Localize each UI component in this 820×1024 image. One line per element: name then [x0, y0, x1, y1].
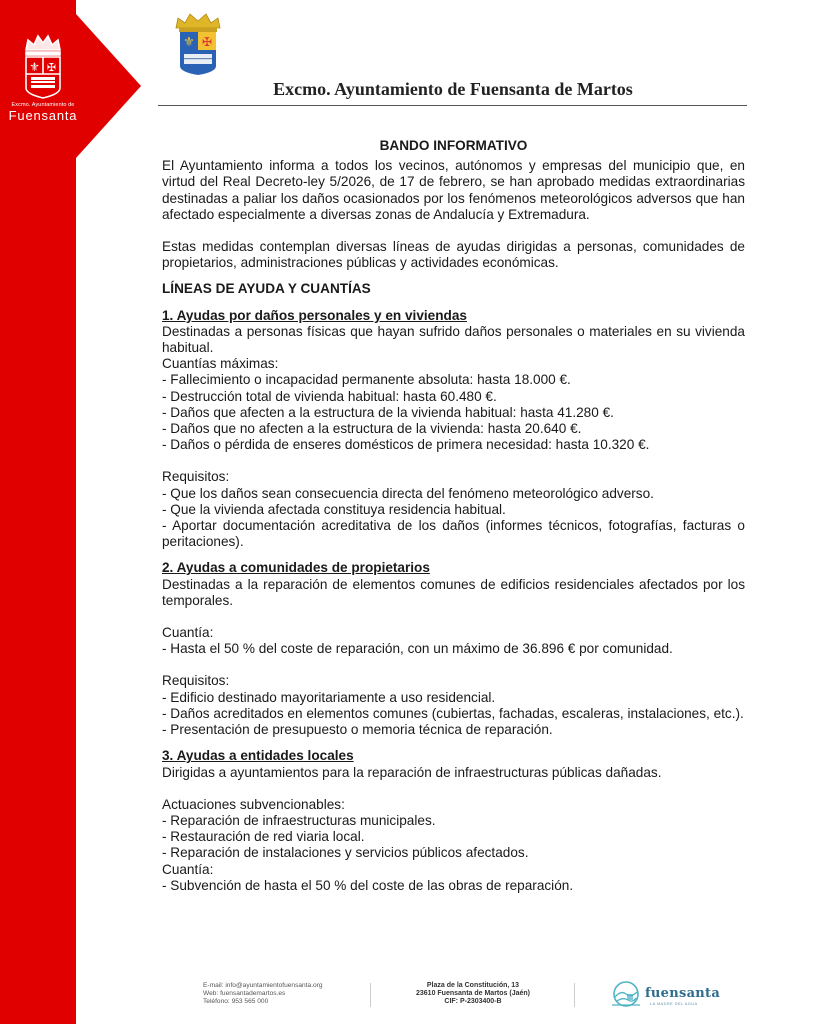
brand-logo — [610, 980, 721, 1015]
footer-email[interactable]: E-mail: info@ayuntamientofuensanta.org — [203, 982, 323, 989]
list-item: - Aportar documentación acreditativa de los daños (informes técnicos, fotografías, facturas o peritaciones). — [162, 518, 745, 550]
header-title: Excmo. Ayuntamiento de Fuensanta de Martos — [273, 79, 633, 99]
section-title: 2. Ayudas a comunidades de propietarios — [162, 560, 430, 576]
section-title: 3. Ayudas a entidades locales — [162, 748, 354, 764]
list-item: - Restauración de red viaria local. — [162, 829, 365, 845]
header-divider — [158, 105, 747, 106]
svg-text:✠: ✠ — [201, 35, 213, 49]
side-band-arrow — [0, 0, 141, 1024]
amounts-label: Cuantía: — [162, 625, 214, 641]
brand-tagline: LA MADRE DEL AGUA — [650, 1002, 698, 1006]
footer-address-line: Plaza de la Constitución, 13 — [426, 982, 520, 989]
footer-cif: CIF: P-2303400-B — [444, 998, 502, 1006]
list-item: - Destrucción total de vivienda habitual: hasta 60.480 €. — [162, 388, 497, 404]
list-item: - Daños o pérdida de enseres domésticos de primera necesidad: hasta 10.320 €. — [162, 437, 650, 453]
list-item: - Reparación de infraestructuras municipales. — [162, 812, 436, 828]
requirements-label: Requisitos: — [162, 673, 230, 689]
footer-web[interactable]: Web: fuensantademartos.es — [203, 990, 286, 998]
amounts-label: Cuantías máximas: — [162, 356, 279, 372]
list-item: - Daños que afecten a la estructura de la vivienda habitual: hasta 41.280 €. — [162, 404, 614, 420]
document-title: BANDO INFORMATIVO — [379, 138, 528, 153]
list-item: - Edificio destinado mayoritariamente a uso residencial. — [162, 689, 496, 705]
footer-contact — [203, 982, 323, 1007]
list-item: - Subvención de hasta el 50 % del coste de las obras de reparación. — [162, 877, 574, 893]
footer-phone: Teléfono: 953 565 000 — [203, 998, 269, 1006]
list-item: - Hasta el 50 % del coste de reparación, con un máximo de 36.896 € por comunidad. — [162, 641, 673, 657]
footer-address-line: 23610 Fuensanta de Martos (Jaén) — [416, 990, 530, 998]
list-item: - Daños que no afecten a la estructura de la vivienda: hasta 20.640 €. — [162, 421, 582, 437]
side-logo-name: Fuensanta — [8, 108, 78, 123]
document-body — [162, 138, 745, 894]
actions-label: Actuaciones subvencionables: — [162, 796, 345, 812]
list-item: - Reparación de instalaciones y servicios públicos afectados. — [162, 845, 529, 861]
list-item: - Fallecimiento o incapacidad permanente absoluta: hasta 18.000 €. — [162, 372, 571, 388]
side-logo-caption: Excmo. Ayuntamiento de — [11, 102, 75, 108]
requirements-label: Requisitos: — [162, 469, 230, 485]
footer-divider — [370, 983, 371, 1007]
section-title: 1. Ayudas por daños personales y en viviendas — [162, 307, 467, 323]
footer-divider — [574, 983, 575, 1007]
list-item: - Daños acreditados en elementos comunes (cubiertas, fachadas, escaleras, instalaciones, etc.). — [162, 705, 744, 721]
list-item: - Que la vivienda afectada constituya residencia habitual. — [162, 501, 506, 517]
section-description: Destinadas a la reparación de elementos comunes de edificios residenciales afectados por los temporales. — [162, 576, 745, 608]
coat-of-arms-icon — [20, 30, 66, 100]
section-heading: LÍNEAS DE AYUDA Y CUANTÍAS — [162, 281, 371, 297]
intro-paragraph: El Ayuntamiento informa a todos los vecinos, autónomos y empresas del municipio que, en virtud del Real Decreto-ley 5/2026, de 17 de febrero, se han aprobado medidas extraordinarias destinadas a paliar los daños ocasionados por los fenómenos meteorológicos adversos que han afectado especialmente a diversas zonas de Andalucía y Extremadura. — [162, 158, 745, 222]
svg-text:⚜: ⚜ — [29, 60, 40, 74]
coat-of-arms-icon — [173, 12, 223, 76]
svg-text:⚜: ⚜ — [183, 35, 195, 50]
landscape-circle-icon — [610, 980, 642, 1010]
footer-address — [378, 982, 568, 1007]
side-logo — [8, 30, 78, 123]
list-item: - Presentación de presupuesto o memoria técnica de reparación. — [162, 722, 553, 738]
list-item: - Que los daños sean consecuencia directa del fenómeno meteorológico adverso. — [162, 485, 654, 501]
amounts-label: Cuantía: — [162, 861, 214, 877]
intro-paragraph: Estas medidas contemplan diversas líneas de ayudas dirigidas a personas, comunidades de propietarios, administraciones públicas y actividades económicas. — [162, 239, 745, 271]
section-description: Dirigidas a ayuntamientos para la reparación de infraestructuras públicas dañadas. — [162, 764, 662, 780]
brand-name: fuensanta — [645, 986, 721, 1001]
svg-text:✠: ✠ — [46, 61, 57, 74]
section-description: Destinadas a personas físicas que hayan sufrido daños personales o materiales en su vivienda habitual. — [162, 323, 745, 356]
